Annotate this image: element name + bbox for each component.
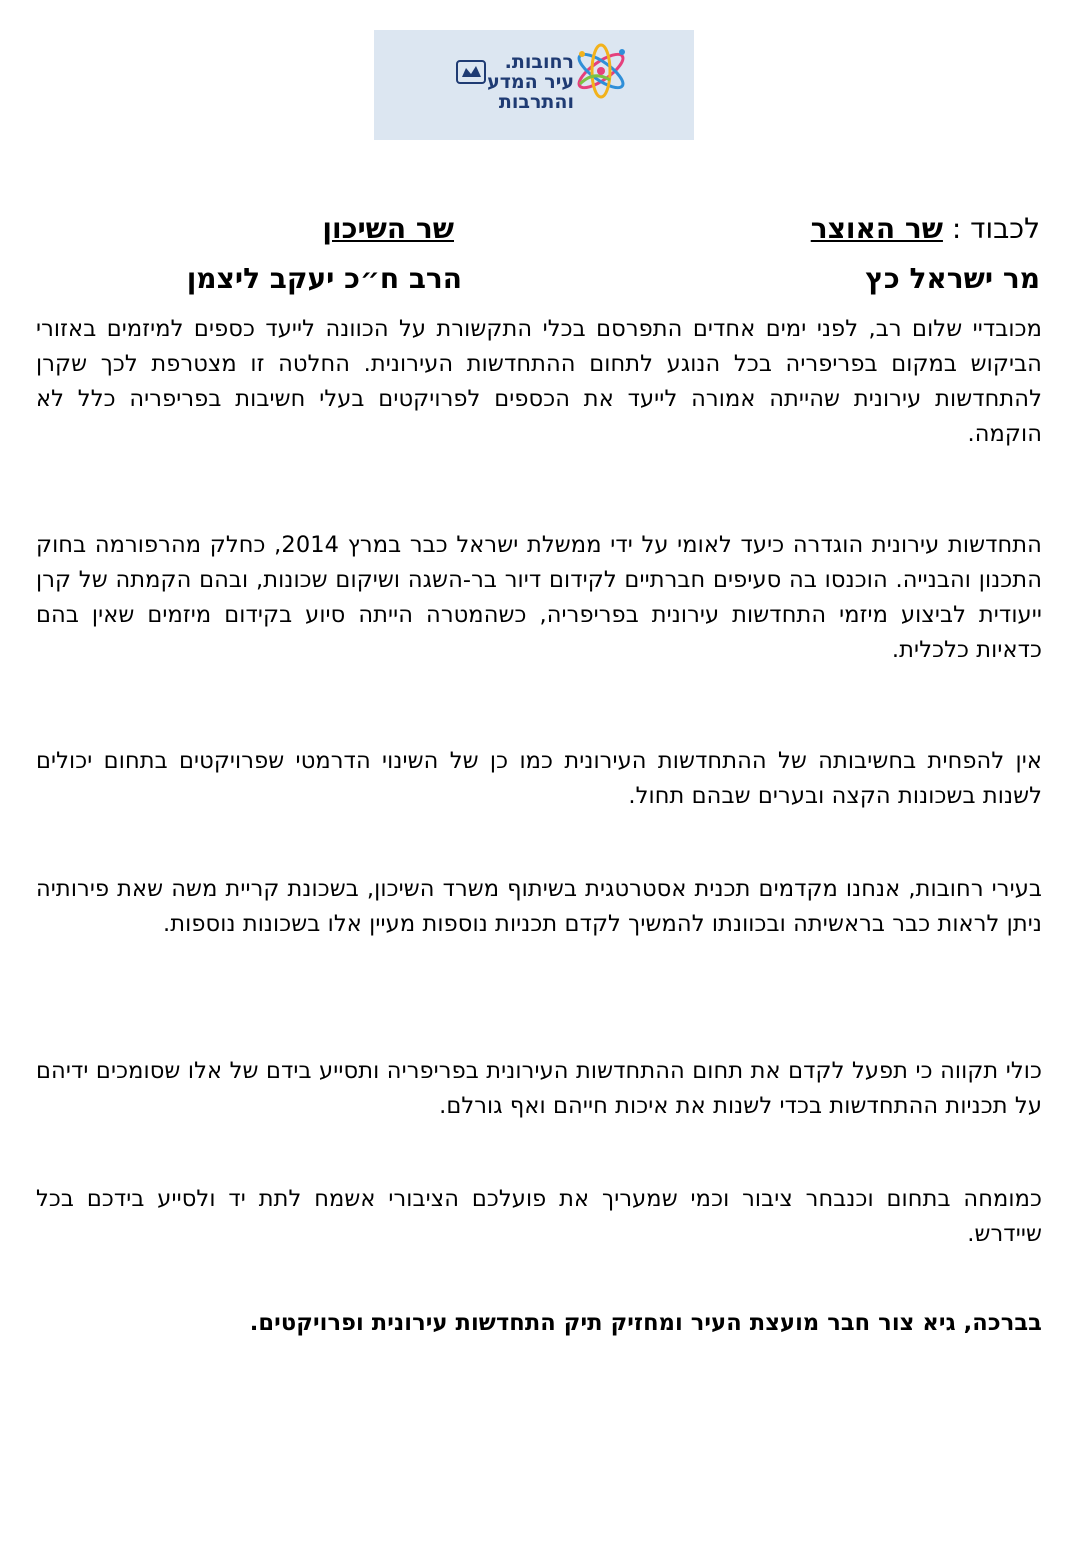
addressee-line xyxy=(811,212,1040,246)
recipient1-title: שר האוצר xyxy=(810,212,943,245)
paragraph-1-text: מכובדיי שלום רב, לפני ימים אחדים התפרסם בכלי התקשורת על הכוונה לייעד כספים למיזמים באזורי הביקוש במקום בפריפריה בכל הנוגע לתחום ההתחדשות העירונית. החלטה זו מצטרפת לכך שקרן להתחדשות עירונית שהייתה אמורה לייעד את הכספים לפרויקטים בעלי חשיבות בפריפריה כלל לא הוקמה. xyxy=(36,316,1042,447)
logo-line-3: והתרבות xyxy=(498,91,574,113)
recipient2-name: הרב ח״כ יעקב ליצמן xyxy=(186,262,462,295)
paragraph-5-text: כולי תקווה כי תפעל לקדם את תחום ההתחדשות העירונית בפריפריה ותסייע בידם של אלו שסומכים ידיהם על תכניות ההתחדשות בכדי לשנות את איכות חייהם ואף גורלם. xyxy=(36,1058,1042,1119)
logo-line-2: עיר המדע xyxy=(487,71,574,93)
signature xyxy=(36,1306,1042,1341)
atom-icon xyxy=(570,40,632,102)
paragraph-4-text: בעירי רחובות, אנחנו מקדמים תכנית אסטרטגית בשיתוף משרד השיכון, בשכונת קריית משה שאת פירותיה ניתן לראות כבר בראשיתה ובכוונתו להמשיך לקדם תכניות נוספות מעיין אלו בשכונות נוספות. xyxy=(36,876,1042,937)
paragraph-2-text: התחדשות עירונית הוגדרה כיעד לאומי על ידי ממשלת ישראל כבר במרץ 2014, כחלק מהרפורמה בחוק התכנון והבנייה. הוכנסו בה סעיפים חברתיים לקידום דיור בר-השגה ושיקום שכונות, ובהם הקמתה של קרן ייעודית לביצוע מיזמי התחדשות עירונית בפריפריה, כשהמטרה הייתה סיוע בקידום מיזמים שאין בהם כדאיות כלכלית. xyxy=(36,532,1042,663)
paragraph-6 xyxy=(36,1182,1042,1252)
logo-text xyxy=(454,52,574,112)
rehovot-logo xyxy=(374,30,694,140)
paragraph-2 xyxy=(36,528,1042,668)
paragraph-1 xyxy=(36,312,1042,452)
lekavod-label: לכבוד : xyxy=(951,212,1040,245)
paragraph-5 xyxy=(36,1054,1042,1124)
recipient1-name: מר ישראל כץ xyxy=(865,262,1040,295)
recipient2-title: שר השיכון xyxy=(322,212,454,245)
signature-text: בברכה, גיא צור חבר מועצת העיר ומחזיק תיק התחדשות עירונית ופרויקטים. xyxy=(249,1310,1042,1336)
paragraph-3-text: אין להפחית בחשיבותה של ההתחדשות העירונית כמו כן של השינוי הדרמטי שפרויקטים בתחום יכולים לשנות בשכונות הקצה ובערים שבהם תחול. xyxy=(36,748,1042,809)
logo-line-1: רחובות. xyxy=(504,51,574,73)
paragraph-3 xyxy=(36,744,1042,814)
paragraph-6-text: כמומחה בתחום וכנבחר ציבור וכמי שמעריך את פועלכם הציבורי אשמח לתת יד ולסייע בידכם בכל שיידרש. xyxy=(36,1186,1042,1247)
paragraph-4 xyxy=(36,872,1042,942)
